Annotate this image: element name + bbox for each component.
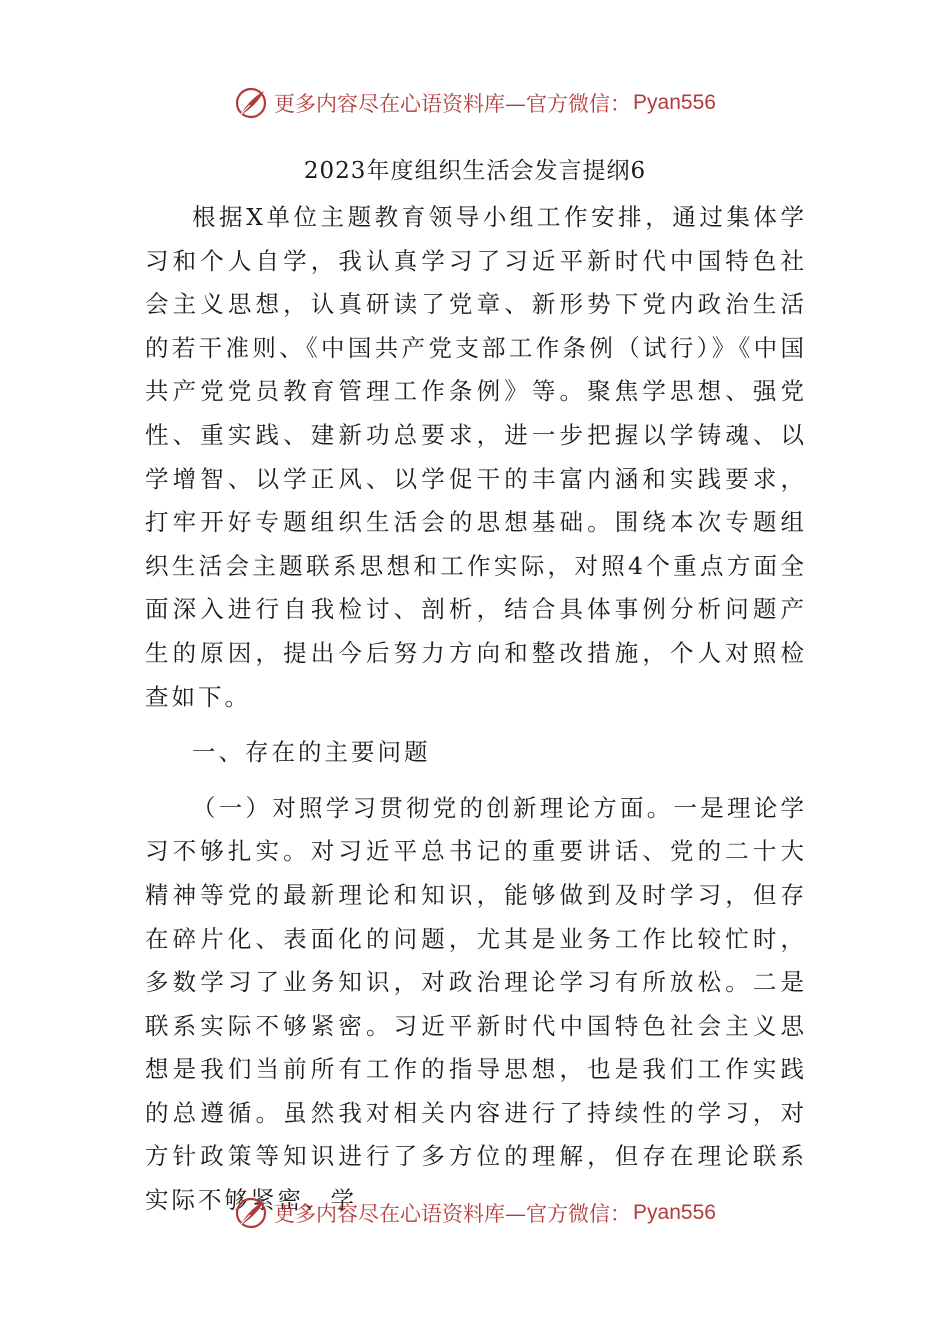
intro-paragraph: 根据X单位主题教育领导小组工作安排，通过集体学习和个人自学，我认真学习了习近平新时代中国特色社会主义思想，认真研读了党章、新形势下党内政治生活的若干准则、《中国共产党支部工作条例（试行）》《中国共产党党员教育管理工作条例》等。聚焦学思想、强党性、重实践、建新功总要求，进一步把握以学铸魂、以学增智、以学正风、以学促干的丰富内涵和实践要求，打牢开好专题组织生活会的思想基础。围绕本次专题组织生活会主题联系思想和工作实际，对照4个重点方面全面深入进行自我检讨、剖析，结合具体事例分析问题产生的原因，提出今后努力方向和整改措施，个人对照检查如下。 — [145, 203, 807, 711]
document-body — [145, 196, 807, 1223]
section-heading: 一、存在的主要问题 — [192, 738, 431, 767]
document-title: 2023年度组织生活会发言提纲6 — [303, 158, 647, 184]
watermark-wechat-id: Pyan556 — [633, 91, 716, 114]
quill-logo-icon — [234, 86, 268, 120]
watermark-banner-bottom — [0, 1190, 950, 1236]
watermark-wechat-id: Pyan556 — [633, 1201, 716, 1224]
watermark-brand-text: 更多内容尽在心语资料库—官方微信： — [274, 92, 632, 116]
watermark-banner-top — [0, 80, 950, 126]
body-paragraph: （一）对照学习贯彻党的创新理论方面。一是理论学习不够扎实。对习近平总书记的重要讲话、党的二十大精神等党的最新理论和知识，能够做到及时学习，但存在碎片化、表面化的问题，尤其是业务工作比较忙时，多数学习了业务知识，对政治理论学习有所放松。二是联系实际不够紧密。习近平新时代中国特色社会主义思想是我们当前所有工作的指导思想，也是我们工作实践的总遵循。虽然我对相关内容进行了持续性的学习，对方针政策等知识进行了多方位的理解，但存在理论联系实际不够紧密、学 — [145, 793, 807, 1215]
quill-logo-icon — [234, 1196, 268, 1230]
watermark-brand-text: 更多内容尽在心语资料库—官方微信： — [274, 1202, 632, 1226]
